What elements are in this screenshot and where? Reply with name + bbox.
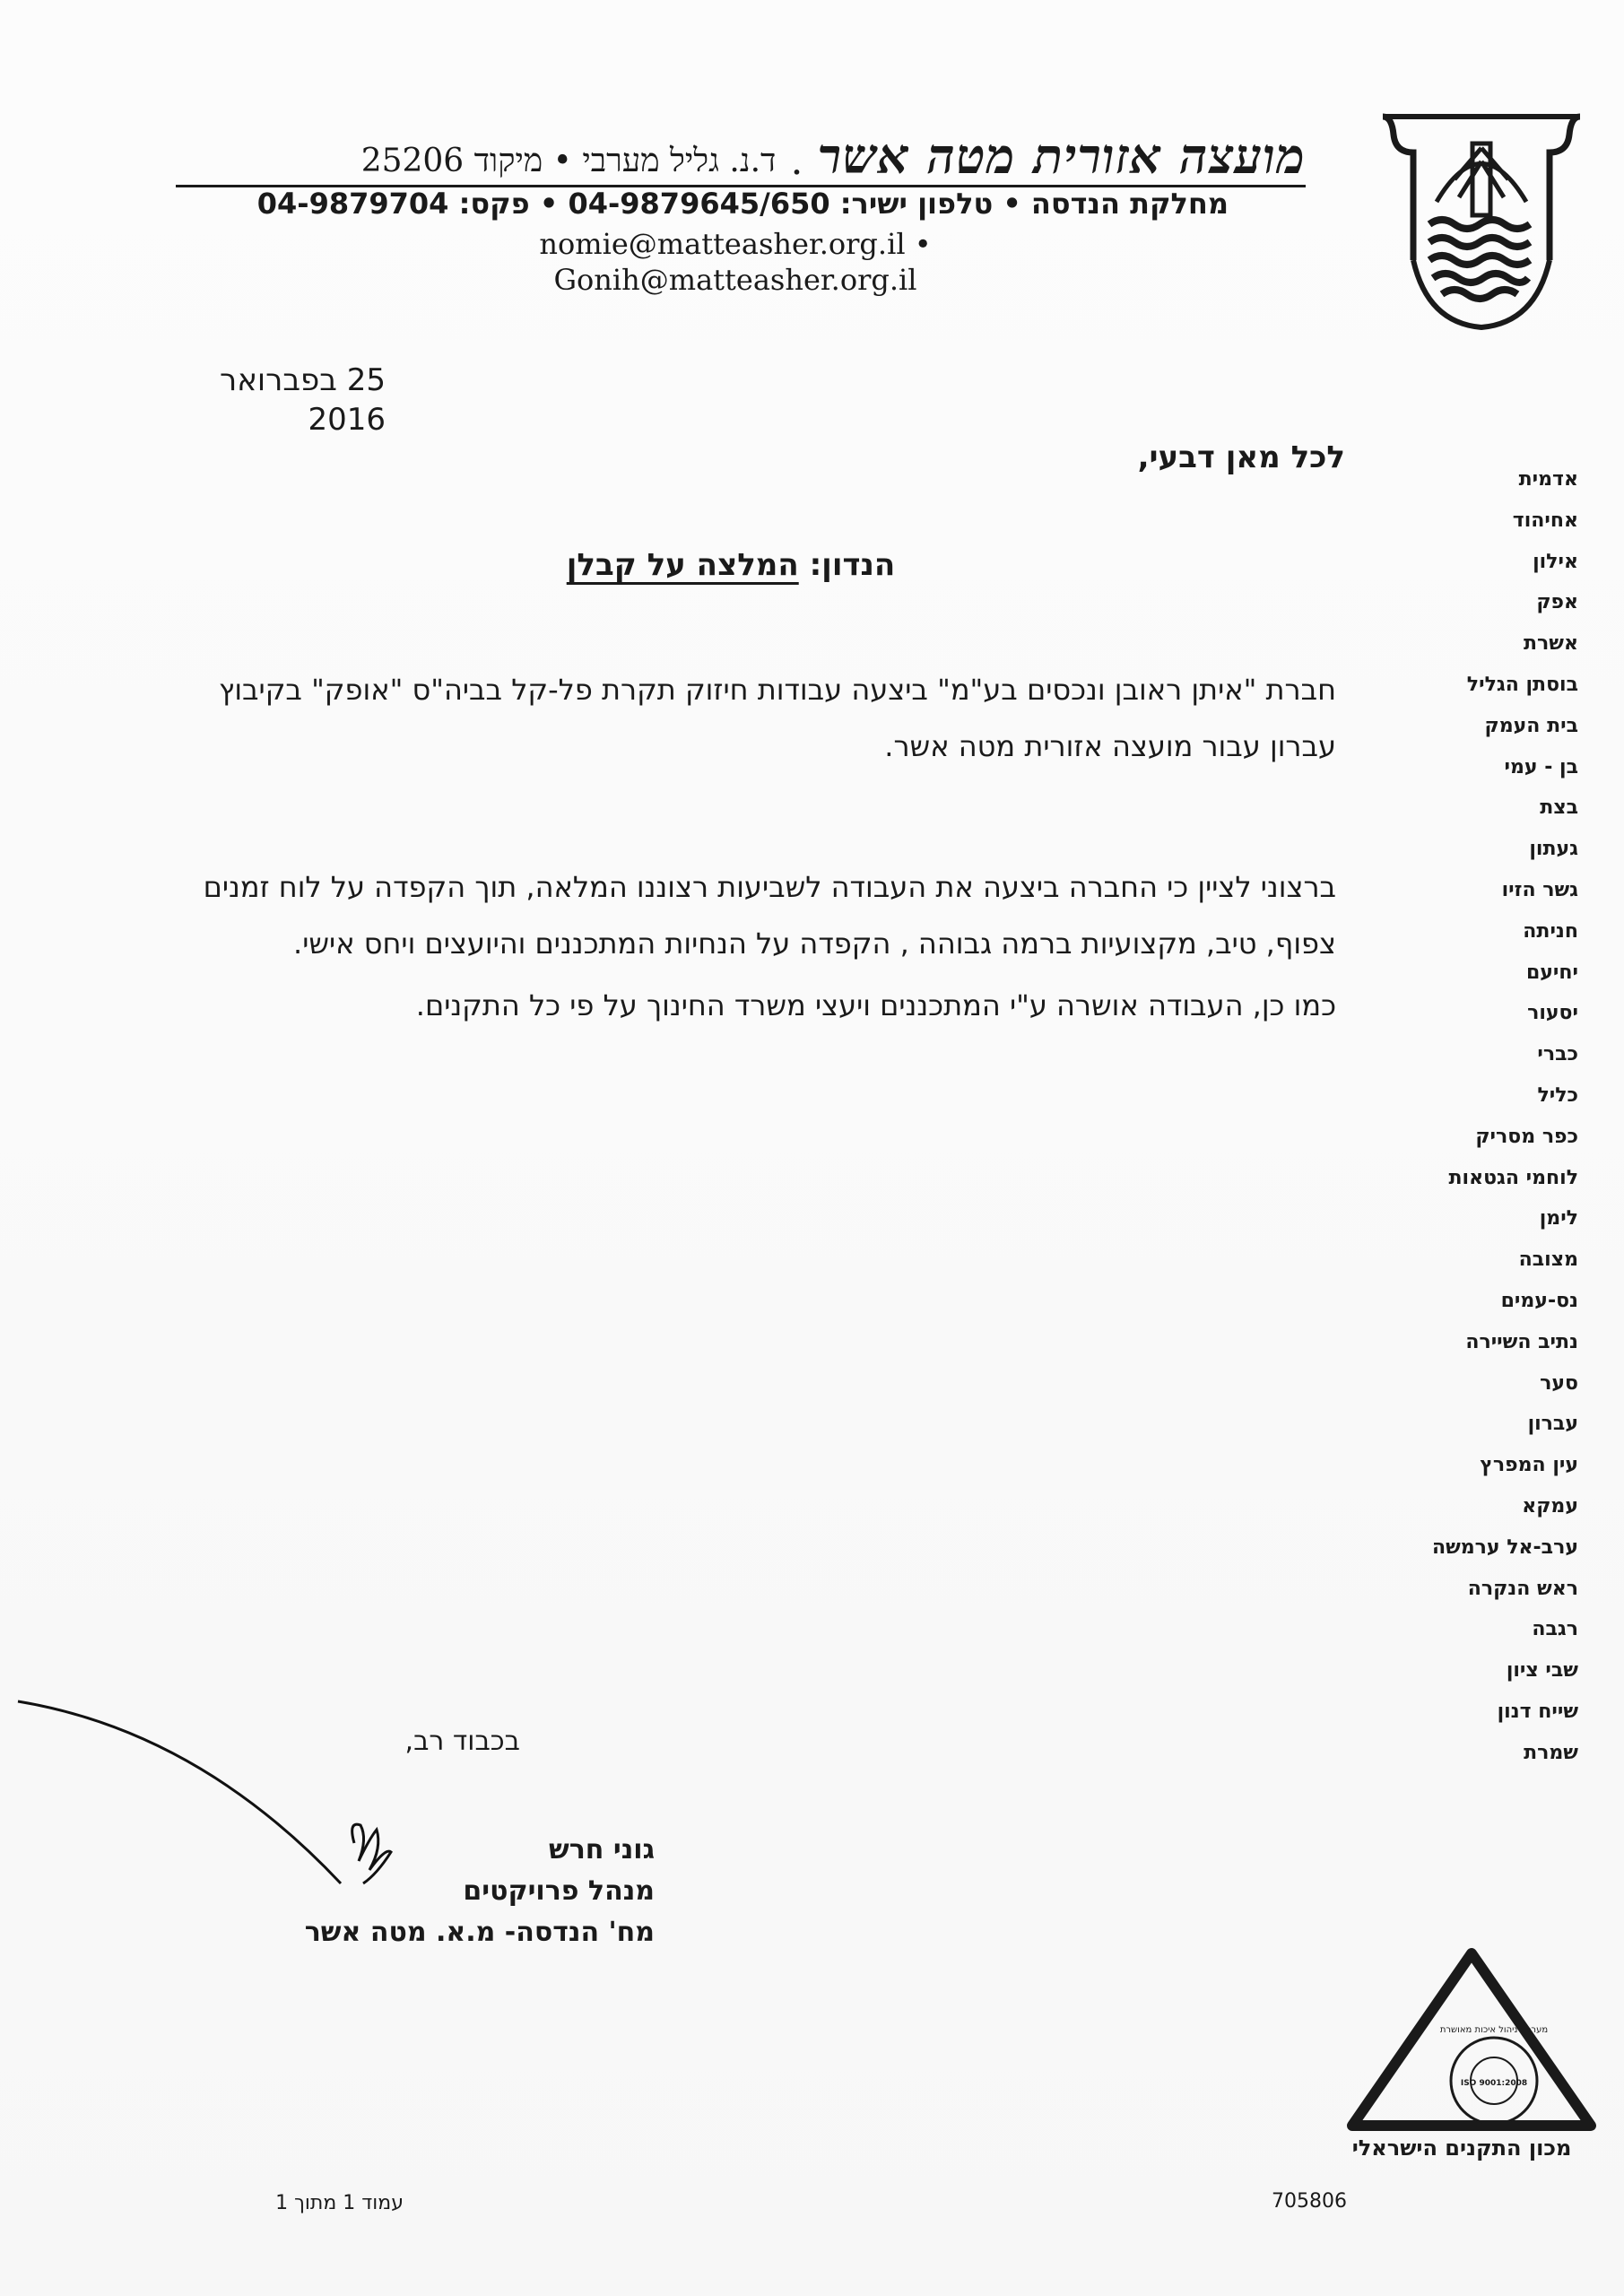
settlement-item: שמרת	[1524, 1741, 1578, 1764]
addressee: לכל מאן דבעי,	[1137, 439, 1345, 475]
settlement-item: כפר מסריק	[1475, 1125, 1578, 1148]
settlement-item: עמקא	[1522, 1494, 1578, 1518]
signer-block	[269, 1830, 655, 1953]
closing-salutation: בכבוד רב,	[404, 1726, 520, 1757]
council-emblem-svg	[1374, 108, 1589, 341]
settlement-item: בצת	[1540, 796, 1578, 820]
settlement-item: אחיהוד	[1512, 509, 1578, 532]
settlement-item: סער	[1540, 1371, 1578, 1395]
iso-caption: מכון התקנים הישראלי	[1351, 2135, 1572, 2161]
settlement-item: בוסתן הגליל	[1466, 673, 1578, 696]
signer-department: מח' הנדסה- מ.א. מטה אשר	[304, 1917, 655, 1948]
settlement-item: יחיעם	[1525, 961, 1578, 984]
settlement-item: שייח דנון	[1497, 1700, 1578, 1723]
settlement-item: נתיב השיירה	[1465, 1330, 1578, 1353]
subject-line	[520, 545, 942, 585]
email-line: nomie@matteasher.org.il • Gonih@matteasher.org.il	[539, 227, 932, 297]
council-name: מועצה אזורית מטה אשר	[817, 127, 1306, 185]
iso-seal-svg	[1342, 1946, 1602, 2135]
letterhead-title-line	[176, 126, 1306, 187]
iso-ring-text: מערכת ניהול איכות מאושרת	[1439, 2025, 1549, 2035]
settlement-item: מצובה	[1518, 1248, 1578, 1272]
settlement-item: בן - עמי	[1504, 755, 1578, 778]
body-paragraph-1: חברת "איתן ראובן ונכסים בע"מ" ביצעה עבודות חיזוק תקרת פל-קל בביה"ס "אופק" בקיבוץ עברון עבור מועצה אזורית מטה אשר.	[219, 673, 1336, 763]
settlement-item: רגבה	[1532, 1618, 1578, 1641]
settlement-item: שבי ציון	[1506, 1659, 1578, 1683]
settlement-item: לוחמי הגטאות	[1448, 1166, 1578, 1189]
subject-text: המלצה על קבלן	[566, 547, 799, 583]
settlement-item: אפק	[1536, 591, 1578, 614]
document-number: 705806	[1272, 2190, 1347, 2213]
page-number: עמוד 1 מתוך 1	[275, 2192, 404, 2214]
council-emblem-icon	[1374, 108, 1589, 341]
body-paragraph-3: כמו כן, העבודה אושרה ע"י המתכננים ויעצי משרד החינוך על פי כל התקנים.	[415, 988, 1336, 1022]
settlement-item: עין המפרץ	[1480, 1454, 1578, 1477]
department-contact-line: מחלקת הנדסה • טלפון ישיר: 04-9879645/650 • פקס: 04-9879704	[256, 187, 1229, 221]
settlement-item: יסעור	[1527, 1002, 1578, 1025]
settlement-item: בית העמק	[1484, 714, 1578, 737]
header-separator: •	[792, 164, 802, 181]
settlement-item: געתון	[1529, 838, 1578, 861]
settlement-item: ראש הנקרה	[1467, 1577, 1578, 1600]
settlement-item: חניתה	[1523, 919, 1578, 943]
settlement-item: כברי	[1537, 1043, 1578, 1066]
signer-name: גוני חרש	[549, 1834, 655, 1866]
settlement-item: ערב-אל ערמשה	[1431, 1535, 1578, 1559]
settlement-item: אדמית	[1518, 468, 1578, 491]
signer-title: מנהל פרויקטים	[463, 1875, 655, 1907]
settlement-item: כליל	[1537, 1083, 1578, 1107]
settlement-item: אשרת	[1524, 632, 1578, 656]
iso-certification-seal-icon	[1342, 1946, 1602, 2135]
settlement-item: עברון	[1527, 1413, 1578, 1436]
emblem-text: מועצה אזורית מטה אשר	[1476, 215, 1487, 216]
council-address: ד.נ. גליל מערבי • מיקוד 25206	[360, 143, 777, 179]
settlement-item: גשר הזיו	[1501, 878, 1578, 901]
settlement-item: נס-עמים	[1500, 1289, 1578, 1312]
letter-date: 25 בפברואר 2016	[220, 362, 386, 438]
settlements-list	[1372, 459, 1578, 1774]
settlement-item: לימן	[1539, 1207, 1578, 1231]
settlement-item: אילון	[1533, 550, 1578, 573]
body-paragraph-2: ברצוני לציין כי החברה ביצעה את העבודה לשביעות רצוננו המלאה, תוך הקפדה על לוח זמנים צפוף, טיב, מקצועיות ברמה גבוהה , הקפדה על הנחיות המתכננים והיועצים ויחס אישי.	[203, 870, 1336, 961]
iso-badge-text: ISO 9001:2008	[1460, 2079, 1528, 2088]
subject-prefix: הנדון:	[809, 547, 896, 583]
